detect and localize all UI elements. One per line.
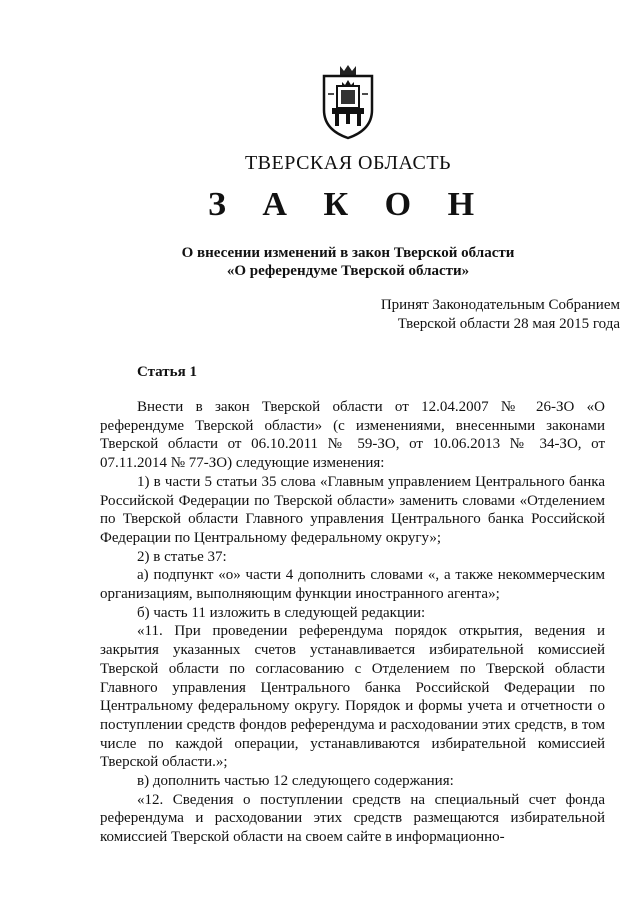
law-title-line-1: О внесении изменений в закон Тверской области	[181, 245, 515, 261]
paragraph: Внести в закон Тверской области от 12.04.2007 № 26-ЗО «О референдуме Тверской области» (с изменениями, внесенными законами Тверской области от 06.10.2011 № 59-ЗО, от 10.06.2013 № 34-ЗО, от 07.11.2014 № 77-ЗО) следующие изменения:	[100, 399, 605, 472]
law-title-line-2: «О референдуме Тверской области»	[226, 263, 470, 279]
law-title	[0, 244, 640, 280]
adoption-note-line-1: Принят Законодательным Собранием	[380, 297, 620, 313]
adoption-note	[381, 296, 620, 334]
tver-coat-of-arms-icon	[318, 64, 378, 140]
paragraph: б) часть 11 изложить в следующей редакции:	[137, 604, 426, 621]
paragraph: 1) в части 5 статьи 35 слова «Главным управлением Центрального банка Российской Федерации по Тверской области» заменить словами «Отделением по Тверской области Главного управления Центрального банка Российской Федерации по Центральному федеральному округу»;	[100, 473, 605, 546]
region-heading: ТВЕРСКАЯ ОБЛАСТЬ	[244, 152, 452, 174]
article-body	[100, 398, 605, 847]
paragraph: а) подпункт «о» части 4 дополнить словами «, а также некоммерческим организациям, выполняющим функции иностранного агента»;	[100, 567, 605, 603]
paragraph: «12. Сведения о поступлении средств на специальный счет фонда референдума и расходовании этих средств размещаются избирательной комиссией Тверской области на своем сайте в информационно-	[100, 791, 605, 846]
paragraph: «11. При проведении референдума порядок открытия, ведения и закрытия указанных счетов устанавливается избирательной комиссией Тверской области по согласованию с Отделением по Тверской области Главного управления Центрального банка Российской Федерации по Центральному федеральному округу. Порядок и формы учета и отчетности о поступлении средств фондов референдума и расходовании этих средств, в том числе по каждой операции, устанавливаются избирательной комиссией Тверской области.»;	[100, 623, 605, 771]
document-type-heading: З А К О Н	[207, 186, 489, 223]
adoption-note-line-2: Тверской области 28 мая 2015 года	[397, 316, 620, 332]
paragraph: в) дополнить частью 12 следующего содержания:	[137, 773, 454, 790]
paragraph: 2) в статье 37:	[137, 548, 227, 565]
article-heading: Статья 1	[137, 364, 197, 380]
